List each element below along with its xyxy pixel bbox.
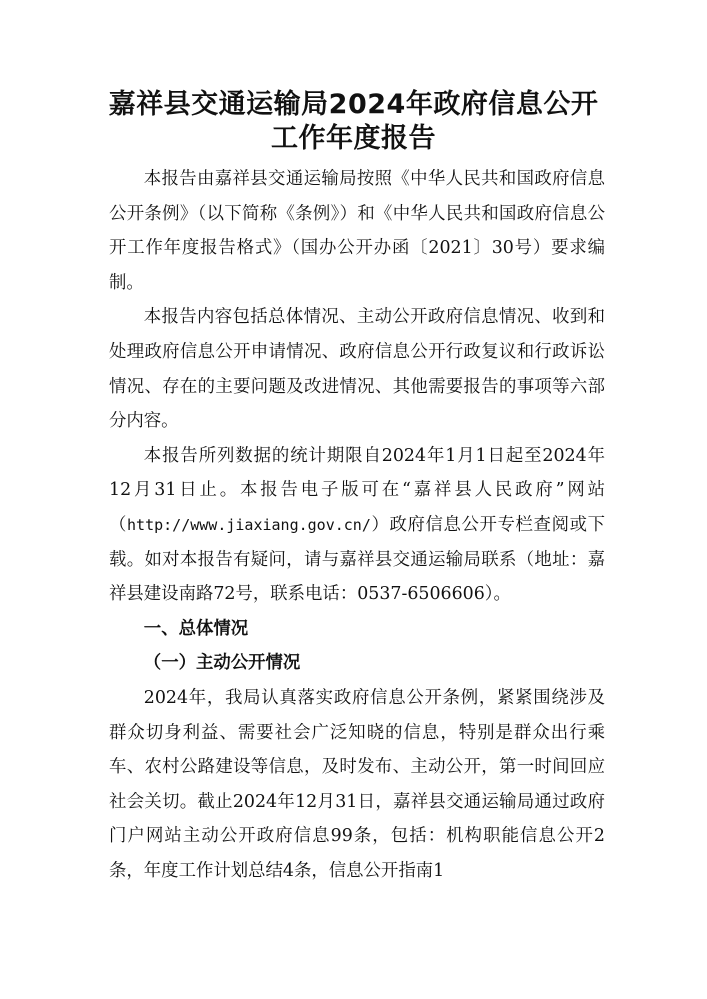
proactive-disclosure-paragraph: 2024年，我局认真落实政府信息公开条例，紧紧围绕涉及群众切身利益、需要社会广泛知晓的信息，特别是群众出行乘车、农村公路建设等信息，及时发布、主动公开，第一时间回应社会关切。截止2024年12月31日，嘉祥县交通运输局通过政府门户网站主动公开政府信息99条，包括：机构职能信息公开2条，年度工作计划总结4条，信息公开指南1 [109, 687, 605, 881]
contact-info-text: ）政府信息公开专栏查阅或下载。如对本报告有疑问，请与嘉祥县交通运输局联系（地址：嘉祥县建设南路72号，联系电话：0537-6506606）。 [109, 514, 605, 605]
statistics-period-text: 本报告所列数据的统计期限自2024年1月1日起至2024年12月31日止。本报告电子版可在“嘉祥县人民政府”网站（ [109, 445, 605, 535]
government-website-link[interactable]: http://www.jiaxiang.gov.cn/ [127, 515, 371, 534]
report-title-line-2: 工作年度报告 [271, 123, 436, 154]
section-heading-overview: 一、总体情况 [143, 618, 249, 639]
contents-paragraph: 本报告内容包括总体情况、主动公开政府信息情况、收到和处理政府信息公开申请情况、政府信息公开行政复议和行政诉讼情况、存在的主要问题及改进情况、其他需要报告的事项等六部分内容。 [109, 307, 605, 432]
report-title-line-1: 嘉祥县交通运输局2024年政府信息公开 [108, 89, 599, 120]
subsection-heading-proactive-disclosure: （一）主动公开情况 [143, 653, 301, 674]
report-body [109, 162, 605, 888]
statistics-period-paragraph [109, 439, 605, 612]
intro-paragraph: 本报告由嘉祥县交通运输局按照《中华人民共和国政府信息公开条例》（以下简称《条例》）和《中华人民共和国政府信息公开工作年度报告格式》（国办公开办函〔2021〕30号）要求编制。 [109, 169, 605, 293]
